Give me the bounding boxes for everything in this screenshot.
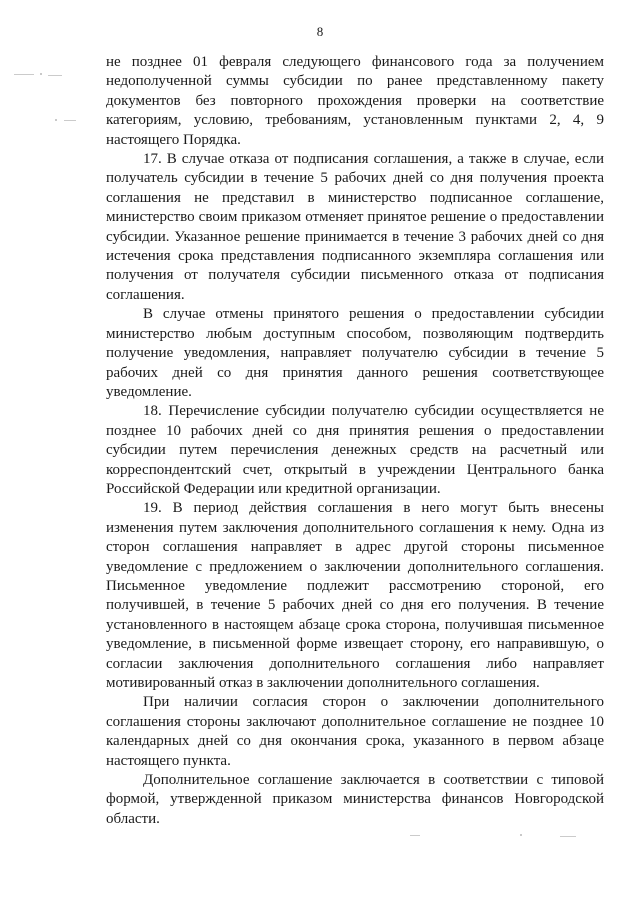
scan-artifact	[410, 835, 420, 836]
paragraph: При наличии согласия сторон о заключении дополнительного соглашения стороны заключают дополнительное соглашение не позднее 10 календарных дней со дня окончания срока, указанного в первом абзаце настоящего пункта.	[106, 694, 604, 769]
paragraph: 17. В случае отказа от подписания соглашения, а также в случае, если получатель субсидии в течение 5 рабочих дней со дня получения проекта соглашения не представил в министерство подписанное соглашение, министерство своим приказом отменяет принятое решение о предоставлении субсидии. Указанное решение принимается в течение 3 рабочих дней со дня истечения срока представления подписанного экземпляра соглашения или получения от получателя субсидии письменного отказа от подписания соглашения.	[106, 151, 604, 303]
page-number: 8	[316, 24, 324, 39]
paragraph: не позднее 01 февраля следующего финансового года за получением недополученной суммы субсидии по ранее представленному пакету документов без повторного прохождения проверки на соответствие категориям, условию, требованиям, установленным пунктами 2, 4, 9 настоящего Порядка.	[106, 54, 604, 148]
paragraph: 18. Перечисление субсидии получателю субсидии осуществляется не позднее 10 рабочих дней со дня принятия решения о предоставлении субсидии путем перечисления денежных средств на расчетный или корреспондентский счет, открытый в учреждении Центрального банка Российской Федерации или кредитной организации.	[106, 403, 604, 497]
scan-artifact	[40, 73, 42, 75]
scan-artifact	[520, 834, 522, 836]
paragraph: 19. В период действия соглашения в него могут быть внесены изменения путем заключения дополнительного соглашения к нему. Одна из сторон соглашения направляет в адрес другой стороны письменное уведомление с предложением о заключении дополнительного соглашения. Письменное уведомление подлежит рассмотрению стороной, его получившей, в течение 5 рабочих дней со дня его получения. В течение установленного в настоящем абзаце срока сторона, получившая письменное уведомление, в письменной форме извещает сторону, его направившую, о согласии заключения дополнительного соглашения либо направляет мотивированный отказ в заключении дополнительного соглашения.	[106, 500, 604, 691]
paragraph: Дополнительное соглашение заключается в соответствии с типовой формой, утвержденной приказом министерства финансов Новгородской области.	[106, 772, 604, 827]
paragraph: В случае отмены принятого решения о предоставлении субсидии министерство любым доступным способом, позволяющим подтвердить получение уведомления, направляет получателю субсидии в течение 5 рабочих дней со дня принятия данного решения соответствующее уведомление.	[106, 306, 604, 400]
document-body	[106, 53, 604, 829]
scan-artifact	[48, 75, 62, 76]
scan-artifact	[14, 74, 34, 75]
scan-artifact	[55, 119, 57, 121]
scan-artifact	[560, 836, 576, 837]
scan-artifact	[64, 120, 76, 121]
